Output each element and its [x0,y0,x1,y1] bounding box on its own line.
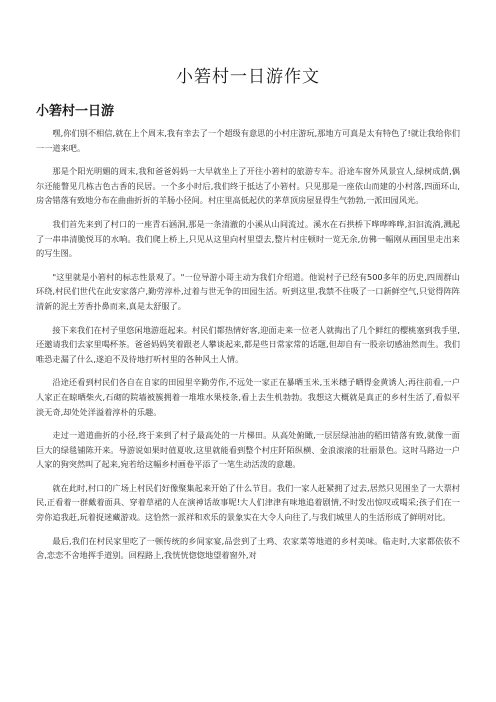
paragraph-3: 我们首先来到了村口的一座青石涵洞,那是一条清澈的小溪从山间流过。溪水在石拱桥下哗哗哗哗,汩汩流淌,溅起了一串串清脆悦耳的水响。我们爬上桥上,只见从这里向村里望去,整片村庄顿时一览无余,仿佛一幅刚从画国里走出来的写生图。 [36,218,460,259]
paragraph-5: 接下来我们在村子里悠闲地游逛起来。村民们都热情好客,迎面走来一位老人就掏出了几个鲜红的樱桃塞到我手里,还邀请我们去家里喝杯茶。爸爸妈妈笑着跟老人攀谈起来,都是些日常家常的话题,但却自有一股亲切感油然而生。我们唯恐走漏了什么,遂迫不及待地打听村里的各种风土人情。 [36,324,460,364]
paragraph-8: 就在此时,村口的广场上村民们好像聚集起来开始了什么节目。我们一家人赶紧拥了过去,居然只见围坐了一大票村民,正看着一群戴着面具、穿着草裙的人在演神话故事呢!大人们津津有味地追着剧情,不时发出惊叹或喝采;孩子们在一旁你追我赶,玩着捉迷藏游戏。这恰然一派祥和欢乐的景象实在大令人向往了,与我们城里人的生活形成了鲜明对比。 [36,482,460,523]
paragraph-7: 走过一道道曲折的小径,终于来到了村子最高处的一片梯田。从高处俯瞰,一层层绿油油的稻田错落有致,就像一面巨大的绿毯铺陈开来。导游说如果时值夏收,这里就能看到整个村庄阡陌纵横、金浪滚滚的壮丽景色。这时马路边一户人家的狗突然叫了起来,宛若给这幅乡村画卷平添了一笔生动活泼的意趣。 [36,430,460,470]
paragraph-9: 最后,我们在村民家里吃了一顿传统的乡间家宴,品尝到了土鸡、农家菜等地道的乡村美味。临走时,大家都依依不舍,恋恋不舍地挥手道别。回程路上,我恍恍惚惚地望着窗外,对 [36,535,460,561]
paragraph-1: 嘿,你们别不相信,就在上个周末,我有幸去了一个超级有意思的小村庄游玩,那地方可真是太有特色了!就让我给你们一一道来吧。 [36,128,460,153]
page-title: 小箬村一日游作文 [176,67,320,87]
paragraph-2: 那是个阳光明媚的周末,我和爸爸妈妈一大早就坐上了开往小箬村的旅游专车。沿途车窗外风景宜人,绿树成荫,偶尔还能瞥见几栋古色古香的民居。一个多小时后,我们终于抵达了小箬村。只见那是一座依山而建的小村落,四面环山,房舍错落有致地分布在曲曲折折的羊肠小径间。村庄里高低起伏的茅草顶房屋显得生气勃勃,一派田园风光。 [36,166,460,206]
paragraph-6: 沿途还看到村民们各自在自家的田园里辛勤劳作,不远处一家正在暴晒玉米,玉米穗子晒得金黄诱人;再往前看,一户人家正在晾晒柴火,石砌的院墙被簇拥着一堆堆水果枝条,看上去生机勃勃。我想这大概就是真正的乡村生活了,看似平淡无奇,却处处洋溢着淳朴的乐趣。 [36,377,460,417]
article-body [36,126,460,572]
section-heading: 小箬村一日游 [36,104,115,119]
paragraph-4: "这里就是小箬村的标志性景观了。"一位导游小哥主动为我们介绍道。他说村子已经有500多年的历史,四周群山环绕,村民们世代在此安家落户,勤劳淳朴,过着与世无争的田园生活。听到这里,我禁不住吸了一口新鲜空气,只觉得阵阵清新的泥土芳香扑鼻而来,真是太舒服了。 [36,271,460,311]
